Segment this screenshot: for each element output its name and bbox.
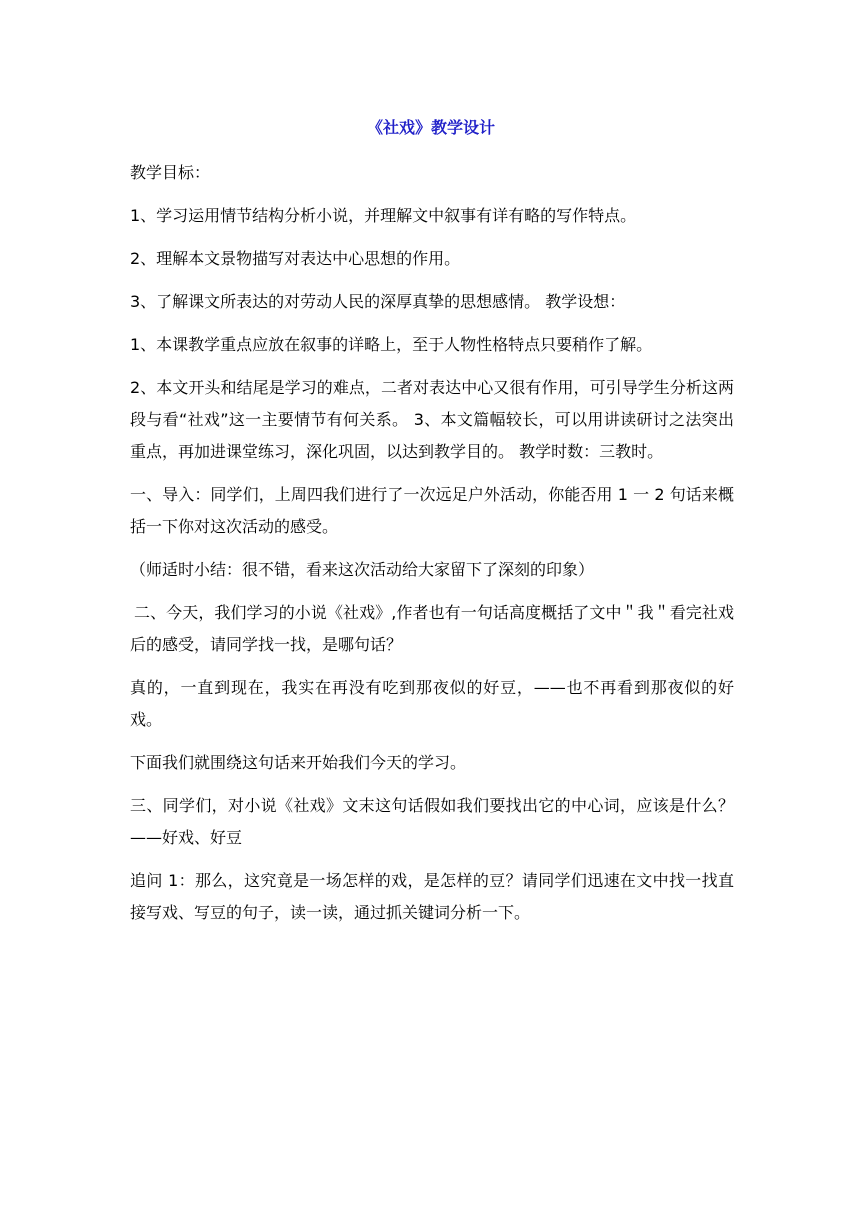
paragraph-step-3: 三、同学们，对小说《社戏》文末这句话假如我们要找出它的中心词，应该是什么？——好戏、好豆 <box>130 796 734 847</box>
paragraph-goal-1: 1、学习运用情节结构分析小说，并理解文中叙事有详有略的写作特点。 <box>130 206 637 225</box>
paragraph-teacher-summary: （师适时小结：很不错，看来这次活动给大家留下了深刻的印象） <box>130 560 595 579</box>
paragraph-idea-1: 1、本课教学重点应放在叙事的详略上，至于人物性格特点只要稍作了解。 <box>130 335 653 354</box>
paragraph-goal-3: 3、了解课文所表达的对劳动人民的深厚真挚的思想感情。 教学设想： <box>130 292 626 311</box>
paragraph-quote: 真的，一直到现在，我实在再没有吃到那夜似的好豆，——也不再看到那夜似的好戏。 <box>130 678 734 729</box>
paragraph-intro: 一、导入：同学们，上周四我们进行了一次远足户外活动，你能否用 1 一 2 句话来概括一下你对这次活动的感受。 <box>130 485 734 536</box>
paragraph-goal-2: 2、理解本文景物描写对表达中心思想的作用。 <box>130 249 461 268</box>
paragraph-transition: 下面我们就围绕这句话来开始我们今天的学习。 <box>130 753 467 772</box>
document-title: 《社戏》教学设计 <box>366 118 495 137</box>
paragraph-follow-up-1: 追问 1：那么，这究竟是一场怎样的戏，是怎样的豆？请同学们迅速在文中找一找直接写戏、写豆的句子，读一读，通过抓关键词分析一下。 <box>130 871 734 922</box>
paragraph-teaching-goals-heading: 教学目标： <box>130 163 211 182</box>
document-body <box>130 157 734 940</box>
paragraph-idea-2: 2、本文开头和结尾是学习的难点，二者对表达中心又很有作用，可引导学生分析这两段与看“社戏”这一主要情节有何关系。 3、本文篇幅较长，可以用讲读研讨之法突出重点，再加进课堂练习，深化巩固，以达到教学目的。 教学时数：三教时。 <box>130 378 734 461</box>
paragraph-step-2: 二、今天，我们学习的小说《社戏》,作者也有一句话高度概括了文中＂我＂看完社戏后的感受，请同学找一找，是哪句话？ <box>130 603 734 654</box>
